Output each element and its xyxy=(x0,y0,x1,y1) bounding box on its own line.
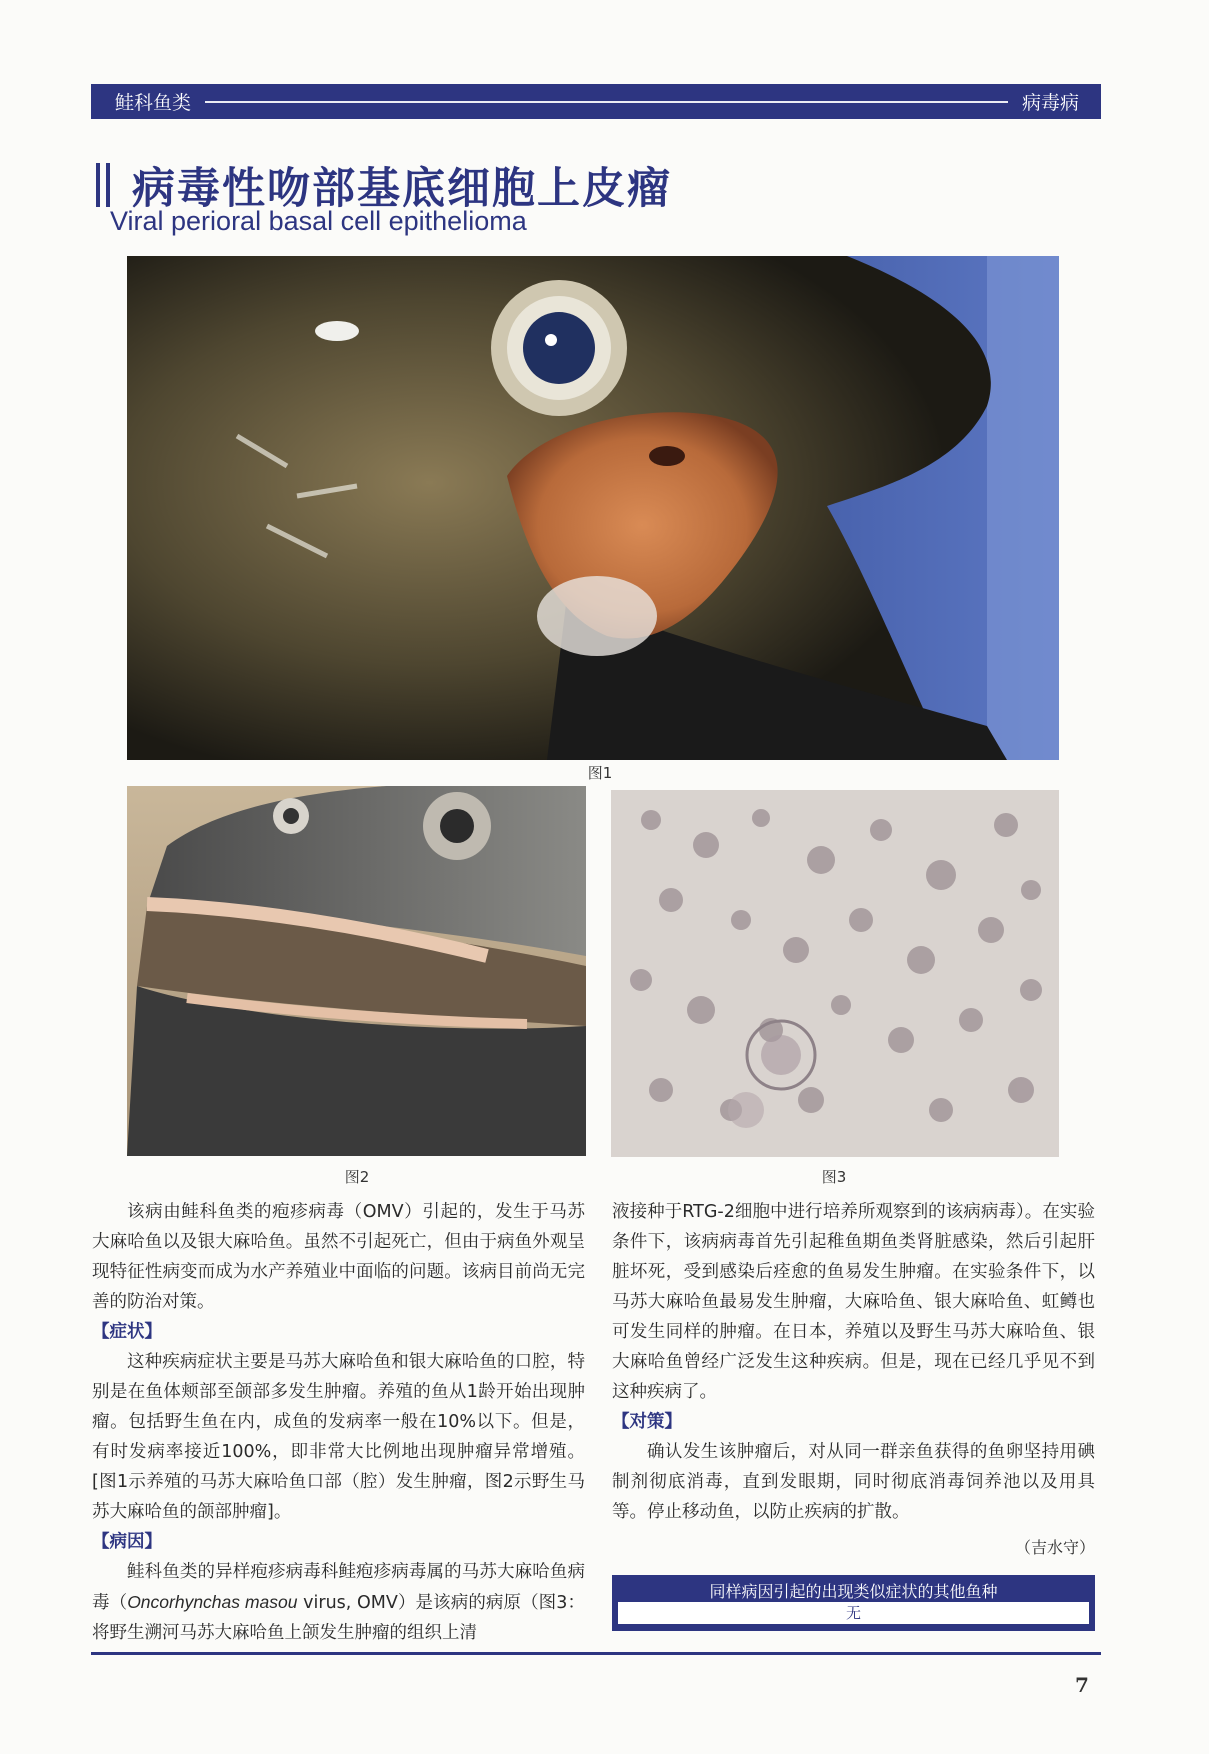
symptoms-paragraph: 这种疾病症状主要是马苏大麻哈鱼和银大麻哈鱼的口腔，特别是在鱼体颊部至颌部多发生肿瘤。养殖的鱼从1龄开始出现肿瘤。包括野生鱼在内，成鱼的发病率一般在10%以下。但是，有时发病率接近100%，即非常大比例地出现肿瘤异常增殖。[图1示养殖的马苏大麻哈鱼口部（腔）发生肿瘤，图2示野生马苏大麻哈鱼的颌部肿瘤]。 xyxy=(92,1352,585,1522)
figure-3-caption: 图3 xyxy=(821,1168,847,1186)
other-species-box xyxy=(612,1575,1095,1631)
author-signature: （吉水守） xyxy=(1014,1538,1095,1557)
cause-paragraph xyxy=(92,1557,585,1648)
figure-1-photo xyxy=(127,256,1059,760)
other-species-value: 无 xyxy=(618,1602,1089,1624)
left-column xyxy=(92,1197,585,1648)
countermeasures-paragraph: 确认发生该肿瘤后，对从同一群亲鱼获得的鱼卵坚持用碘制剂彻底消毒，直到发眼期，同时彻底消毒饲养池以及用具等。停止移动鱼，以防止疾病的扩散。 xyxy=(612,1442,1095,1522)
page-title: 病毒性吻部基底细胞上皮瘤 xyxy=(132,164,672,214)
intro-paragraph: 该病由鲑科鱼类的疱疹病毒（OMV）引起的，发生于马苏大麻哈鱼以及银大麻哈鱼。虽然不引起死亡，但由于病鱼外观呈现特征性病变而成为水产养殖业中面临的问题。该病目前尚无完善的防治对策。 xyxy=(92,1202,585,1312)
header-rule xyxy=(205,101,1008,103)
section-heading-symptoms: 【症状】 xyxy=(92,1322,162,1342)
page-number: 7 xyxy=(1075,1673,1089,1697)
chapter-label: 鲑科鱼类 xyxy=(115,92,192,114)
cause-continued-paragraph: 液接种于RTG-2细胞中进行培养所观察到的该病病毒）。在实验条件下，该病病毒首先引起稚鱼期鱼类肾脏感染，然后引起肝脏坏死，受到感染后痊愈的鱼易发生肿瘤。在实验条件下，以马苏大麻哈鱼最易发生肿瘤，大麻哈鱼、银大麻哈鱼、虹鳟也可发生同样的肿瘤。在日本，养殖以及野生马苏大麻哈鱼、银大麻哈鱼曾经广泛发生这种疾病。但是，现在已经几乎见不到这种疾病了。 xyxy=(612,1202,1095,1402)
figure-1-caption: 图1 xyxy=(587,764,613,782)
footer-rule xyxy=(91,1652,1101,1655)
cause-text-b: virus, OMV）是该病的病原（图3：将野生溯河马苏大麻哈鱼上颌发生肿瘤的组织上清 xyxy=(92,1593,585,1643)
title-bar-mark xyxy=(106,163,110,207)
running-header xyxy=(91,84,1101,119)
section-label: 病毒病 xyxy=(1021,92,1079,114)
figure-2-photo xyxy=(127,786,586,1156)
figure-3-photo xyxy=(611,790,1059,1157)
section-heading-countermeasures: 【对策】 xyxy=(612,1412,682,1432)
section-heading-cause: 【病因】 xyxy=(92,1532,162,1552)
species-name-italic: Oncorhynchas masou xyxy=(127,1592,298,1612)
other-species-title: 同样病因引起的出现类似症状的其他鱼种 xyxy=(709,1582,998,1601)
figure-2-caption: 图2 xyxy=(344,1168,370,1186)
cause-text-a: 鲑科鱼类的异样疱疹病毒科鲑疱疹病毒属的马苏大麻哈鱼病毒（ xyxy=(92,1562,585,1613)
right-column xyxy=(612,1197,1095,1563)
title-bar-mark xyxy=(96,163,100,207)
page-subtitle: Viral perioral basal cell epithelioma xyxy=(110,206,527,236)
